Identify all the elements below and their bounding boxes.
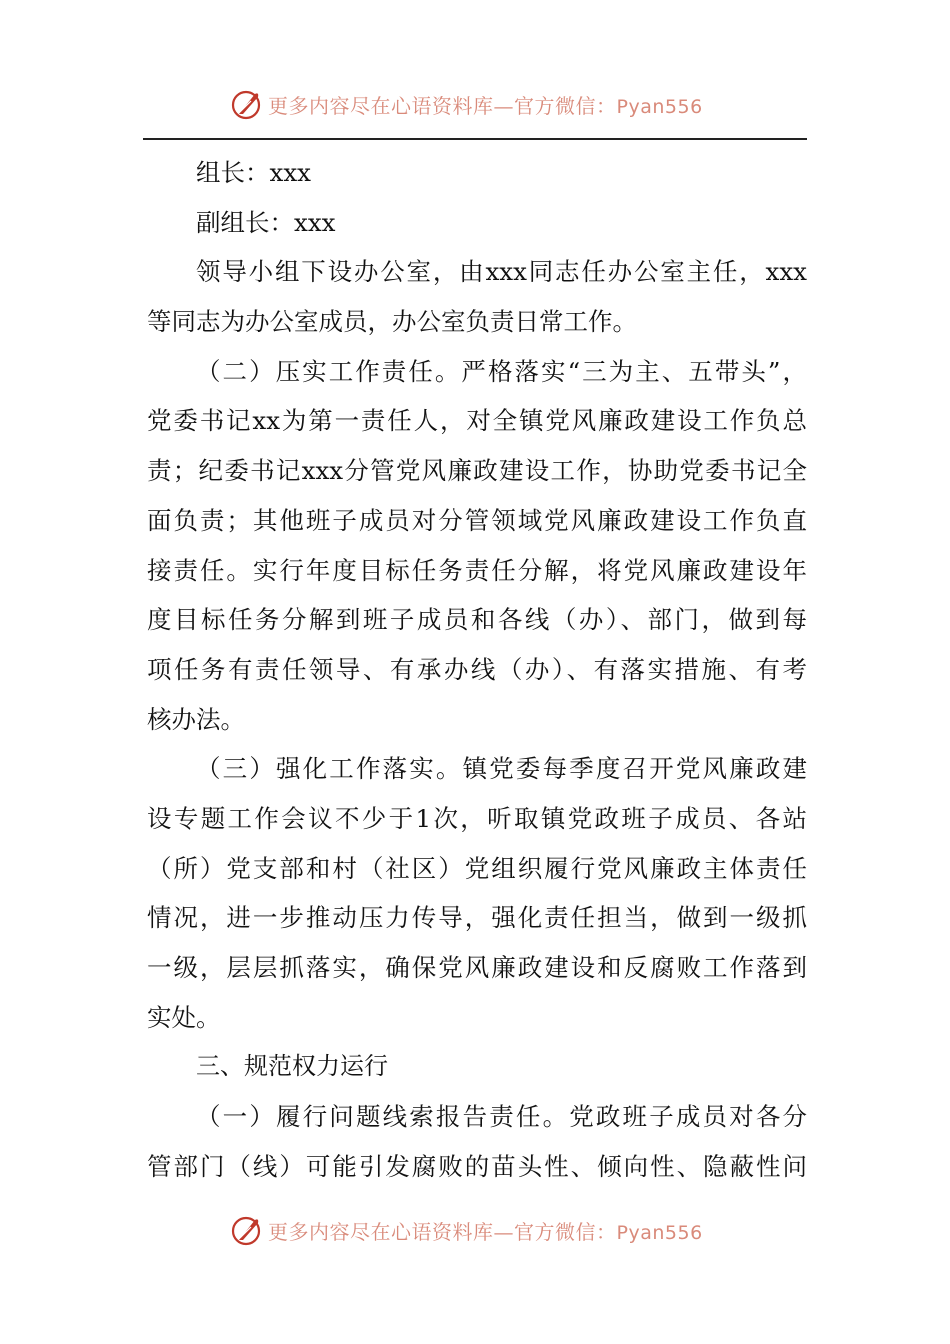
footer-watermark-banner <box>230 1210 750 1250</box>
header-divider <box>143 138 807 140</box>
text-line: 党委书记xx为第一责任人，对全镇党风廉政建设工作负总 <box>147 406 807 436</box>
wechat-id: Pyan556 <box>616 1221 703 1244</box>
section-heading: 三、规范权力运行 <box>196 1052 388 1081</box>
header-watermark-banner <box>230 84 750 124</box>
text-line: 度目标任务分解到班子成员和各线（办）、部门，做到每 <box>147 605 807 635</box>
text-line: 副组长：xxx <box>196 207 336 237</box>
watermark-text: 更多内容尽在心语资料库—官方微信：Pyan556 <box>268 93 703 118</box>
text-line: 责；纪委书记xxx分管党风廉政建设工作，协助党委书记全 <box>147 456 807 486</box>
text-line: 核办法。 <box>147 704 245 734</box>
text-line: 领导小组下设办公室，由xxx同志任办公室主任，xxx <box>196 257 807 287</box>
text-line: 组长：xxx <box>196 158 311 187</box>
quill-logo-icon <box>230 87 264 121</box>
text-line: 管部门（线）可能引发腐败的苗头性、倾向性、隐蔽性问 <box>147 1151 807 1181</box>
text-line: 情况，进一步推动压力传导，强化责任担当，做到一级抓 <box>147 903 807 933</box>
text-line: 面负责；其他班子成员对分管领域党风廉政建设工作负直 <box>147 505 807 535</box>
text-line: （三）强化工作落实。镇党委每季度召开党风廉政建 <box>196 754 807 784</box>
text-line: （一）履行问题线索报告责任。党政班子成员对各分 <box>196 1102 807 1132</box>
wechat-id: Pyan556 <box>616 95 703 118</box>
quill-logo-icon <box>230 1213 264 1247</box>
text-line: 项任务有责任领导、有承办线（办）、有落实措施、有考 <box>147 654 807 684</box>
text-line: （所）党支部和村（社区）党组织履行党风廉政主体责任 <box>147 853 807 883</box>
watermark-text: 更多内容尽在心语资料库—官方微信：Pyan556 <box>268 1219 703 1244</box>
text-line: 实处。 <box>147 1002 221 1032</box>
text-line: 等同志为办公室成员，办公室负责日常工作。 <box>147 307 637 337</box>
text-line: 一级，层层抓落实，确保党风廉政建设和反腐败工作落到 <box>147 953 807 982</box>
document-body <box>147 148 807 1191</box>
text-line: （二）压实工作责任。严格落实“三为主、五带头”， <box>196 356 807 386</box>
text-line: 接责任。实行年度目标任务责任分解，将党风廉政建设年 <box>147 555 807 585</box>
text-line: 设专题工作会议不少于1次，听取镇党政班子成员、各站 <box>147 803 807 833</box>
